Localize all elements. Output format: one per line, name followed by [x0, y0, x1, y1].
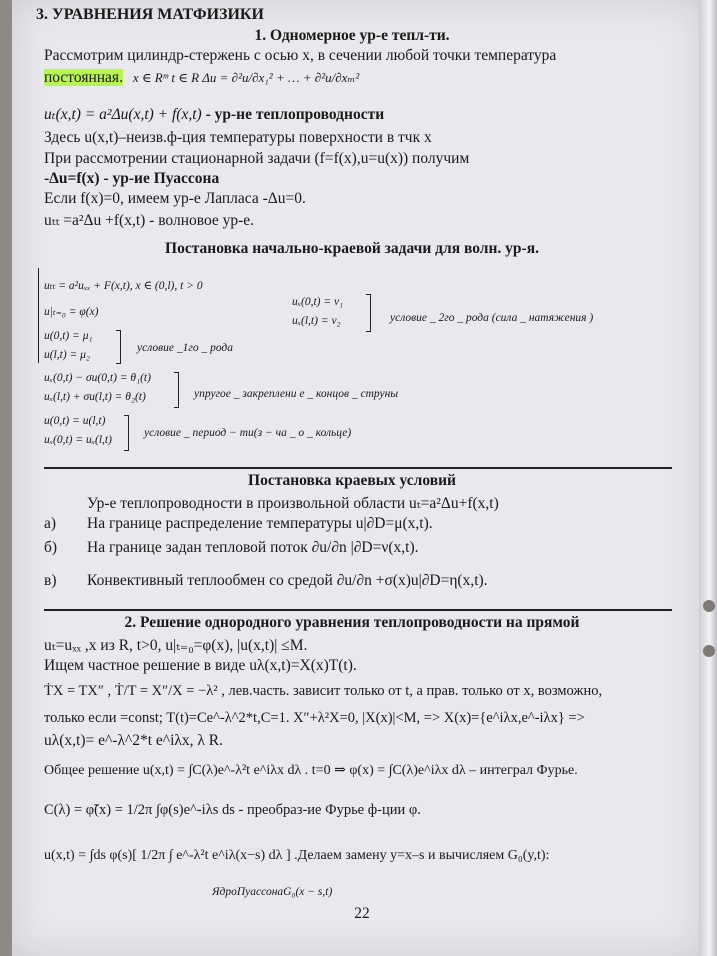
laplacian-formula: x ∈ Rᵐ t ∈ R Δu = ∂²u/∂x₁² + … + ∂²u/∂xₘ²: [132, 70, 360, 85]
s1-intro: Рассмотрим цилиндр-стержень с осью x, в сечении любой точки температура: [44, 47, 557, 64]
s2-f5: uₓ(0,t) = ν₁: [292, 296, 344, 308]
bracket-2: [366, 294, 371, 332]
s1-line1: Здесь u(x,t)–неизв.ф-ция температуры поверхности в тчк x: [44, 129, 432, 146]
divider-1: [44, 467, 672, 469]
s2-f9: u(0,t) = u(l,t): [44, 415, 106, 427]
s1-eq-line: [44, 105, 384, 124]
s3-item-b: На границе задан тепловой поток ∂u/∂n |∂D=ν(x,t).: [87, 539, 419, 556]
s2-f4: u(l,t) = μ₂: [44, 349, 90, 361]
s4-l6: Общее решение u(x,t) = ∫C(λ)e^-λ²t e^iλx dλ . t=0 ⇒ φ(x) = ∫C(λ)e^iλx dλ – интеграл Фурье.: [44, 763, 578, 778]
s2-title: Постановка начально-краевой задачи для волн. ур-я.: [165, 240, 539, 257]
s4-l8: u(x,t) = ∫ds φ(s)[ 1/2π ∫ e^-λ²t e^iλ(x−s) dλ ] .Делаем замену y=x–s и вычисляем G₀(y,t):: [44, 848, 550, 863]
bracket-4: [124, 415, 129, 451]
s4-l3: ṪX = TX″ , Ṫ/T = X″/X = −λ² , лев.часть. зависит только от t, а прав. только от x, возможно,: [44, 683, 603, 699]
s2-f8: uₓ(l,t) + σu(l,t) = θ₂(t): [44, 391, 146, 403]
s1-line3: -Δu=f(x) - ур-ие Пуассона: [44, 170, 220, 187]
punch-hole: [703, 600, 715, 612]
page-number: 22: [354, 905, 370, 922]
s3-title: Постановка краевых условий: [248, 472, 456, 489]
s2-c1: условие _1го _ рода: [137, 342, 233, 354]
s2-c2: условие _ 2го _ рода (сила _ натяжения ): [390, 312, 594, 324]
s4-l4: только если =const; T(t)=Ce^-λ^2*t,C=1. X″+λ²X=0, |X(x)|<M, => X(x)={e^iλx,e^-iλx} =>: [44, 710, 585, 726]
divider-2: [44, 609, 672, 611]
s2-f1: uₜₜ = a²uₓₓ + F(x,t), x ∈ (0,l), t > 0: [44, 280, 203, 292]
s2-f7: uₓ(0,t) − σu(0,t) = θ₁(t): [44, 372, 151, 384]
s1-line4: Если f(x)=0, имеем ур-е Лапласа -Δu=0.: [44, 190, 306, 207]
s1-formula-line: [44, 69, 359, 87]
s4-l9: ЯдроПуассонаG₀(x − s,t): [212, 886, 333, 898]
highlighted-word: постоянная.: [44, 69, 123, 86]
s2-f6: uₓ(l,t) = ν₂: [292, 315, 341, 327]
s3-item-c-marker: в): [44, 572, 57, 589]
s1-title: 1. Одномерное ур-е тепл-ти.: [254, 27, 450, 44]
section-header: 3. УРАВНЕНИЯ МАТФИЗИКИ: [36, 6, 264, 23]
s2-f10: uₓ(0,t) = uₓ(l,t): [44, 434, 112, 446]
s2-c4: условие _ период − ти(з − ча _ о _ кольце): [144, 427, 352, 439]
punch-hole: [703, 645, 715, 657]
s2-f2: u|ₜ₌₀ = φ(x): [44, 306, 99, 318]
binder-sleeve: [699, 0, 717, 956]
s4-title: 2. Решение однородного уравнения теплопроводности на прямой: [124, 614, 580, 631]
s2-f3: u(0,t) = μ₁: [44, 330, 93, 342]
s3-item-a: На границе распределение температуры u|∂D=μ(x,t).: [87, 515, 433, 532]
s1-line5: uₜₜ =a²Δu +f(x,t) - волновое ур-е.: [44, 212, 255, 229]
bracket-1: [116, 330, 121, 364]
s4-l5: uλ(x,t)= e^-λ^2*t e^iλx, λ R.: [44, 732, 223, 749]
s1-line2: При рассмотрении стационарной задачи (f=f(x),u=u(x)) получим: [44, 150, 470, 167]
s4-l2: Ищем частное решение в виде uλ(x,t)=X(x)T(t).: [44, 657, 357, 674]
heat-equation-name: - ур-не теплопроводности: [205, 106, 385, 123]
system-brace: [38, 268, 39, 363]
document-page: [12, 0, 702, 956]
s4-l7: C(λ) = φ̃(x) = 1/2π ∫φ(s)e^-iλs ds - преобраз-ие Фурье ф-ции φ.: [44, 802, 421, 818]
bracket-3: [174, 372, 179, 408]
s2-c3: упругое _ закреплени е _ концов _ струны: [194, 388, 399, 400]
s3-item-c: Конвективный теплообмен со средой ∂u/∂n +σ(x)u|∂D=η(x,t).: [87, 572, 488, 589]
s3-intro: Ур-е теплопроводности в произвольной области uₜ=a²Δu+f(x,t): [87, 495, 499, 512]
s3-item-a-marker: а): [44, 515, 57, 532]
s3-item-b-marker: б): [44, 539, 58, 556]
heat-equation: uₜ(x,t) = a²Δu(x,t) + f(x,t): [44, 106, 202, 123]
s4-l1: uₜ=uₓₓ ,x из R, t>0, u|ₜ₌₀=φ(x), |u(x,t)| ≤M.: [44, 637, 308, 654]
